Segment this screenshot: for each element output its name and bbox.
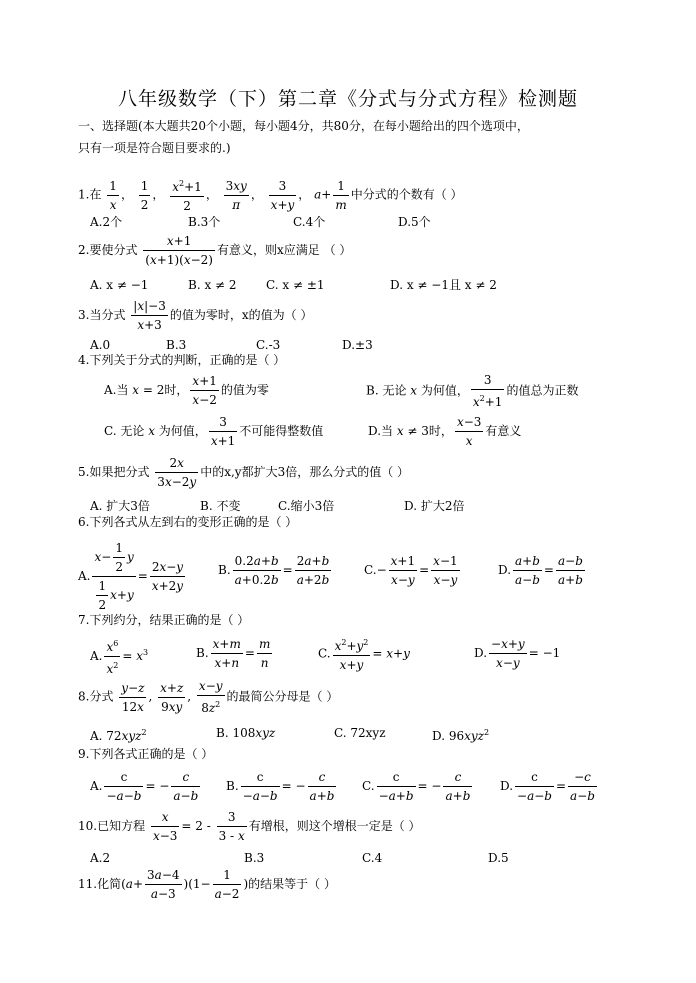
question-10-stem: 10.已知方程 $\frac{x}{x-3}$ = 2 - $\frac{3}{3 - x}$ 有增根，则这个增根一定是（ ） (78, 810, 421, 843)
question-3-option-d[interactable]: D.±3 (342, 338, 373, 352)
question-9-option-c[interactable]: C. $\frac{c}{-a+b}$ = − $\frac{c}{a+b}$ (362, 770, 471, 803)
question-9-option-d[interactable]: D. $\frac{c}{-a-b}$ = $\frac{-c}{a-b}$ (500, 770, 595, 803)
question-1-option-c[interactable]: C.4个 (293, 215, 326, 229)
question-10-option-c[interactable]: C.4 (362, 851, 383, 865)
question-5-stem: 5.如果把分式 $\frac{2x}{3x-2y}$ 中的x,y都扩大3倍，那么分式的值（ ） (78, 456, 410, 489)
question-7-option-a[interactable]: A. $\frac{x^6}{x^2}$ = $x^3$ (90, 635, 148, 677)
question-2-stem: 2.要使分式 $\frac{x+1}{(x+1)(x-2)}$ 有意义，则x应满足 （ ） (78, 234, 352, 267)
question-10-option-d[interactable]: D.5 (488, 851, 509, 865)
q1-expr-6: $\frac{1}{m}$ (335, 178, 347, 212)
question-4-option-d[interactable]: D.当 x ≠ 3时， $\frac{x-3}{x}$ 有意义 (368, 415, 522, 448)
question-8-option-b[interactable]: B. 108xyz (216, 726, 276, 740)
q1-expr-1: $\frac{1}{x}$ (109, 178, 117, 212)
question-2-option-b[interactable]: B. x ≠ 2 (188, 278, 237, 292)
q1-expr-5: $\frac{3}{x+y}$ (270, 178, 295, 212)
question-3-stem: 3.当分式 $\frac{|x|-3}{x+3}$ 的值为零时，x的值为（ ） (78, 299, 313, 332)
question-3-option-c[interactable]: C.-3 (256, 338, 281, 352)
question-7-stem: 7.下列约分，结果正确的是（ ） (78, 613, 250, 627)
q8-expr-2: $\frac{x+z}{9xy}$ (160, 680, 184, 714)
question-10-option-b[interactable]: B.3 (244, 851, 265, 865)
q8-expr-1: $\frac{y-z}{12x}$ (121, 680, 145, 714)
question-1-option-a[interactable]: A.2个 (90, 215, 123, 229)
q8-expr-3: $\frac{x-y}{8z^2}$ (198, 679, 223, 715)
question-2-option-c[interactable]: C. x ≠ ±1 (266, 278, 325, 292)
question-5-option-c[interactable]: C.缩小3倍 (278, 499, 335, 513)
question-8-stem: 8.分式 $\frac{y-z}{12x}$ , $\frac{x+z}{9xy}$ , $\frac{x-y}{8z^2}$ 的最简公分母是（ ） (78, 679, 339, 715)
question-3-option-b[interactable]: B.3 (166, 338, 187, 352)
q10-expr-lhs: $\frac{x}{x-3}$ (152, 810, 178, 843)
q11-expr-1: $\frac{3a-4}{a-3}$ (147, 868, 180, 901)
question-11-stem: 11.化简(a+ $\frac{3a-4}{a-3}$ )(1− $\frac{1}{a-2}$ )的结果等于（ ） (78, 868, 336, 901)
q1-expr-4: $\frac{3xy}{\pi}$ (225, 178, 247, 212)
q10-expr-rhs: $\frac{3}{3 - x}$ (218, 810, 245, 843)
question-2-option-d[interactable]: D. x ≠ −1且 x ≠ 2 (390, 278, 497, 292)
q2-expr: $\frac{x+1}{(x+1)(x-2)}$ (145, 234, 213, 267)
q3-expr: $\frac{|x|-3}{x+3}$ (133, 299, 166, 332)
question-3-option-a[interactable]: A.0 (90, 338, 111, 352)
question-1-stem: 1.在 $\frac{1}{x}$ ， $\frac{1}{2}$ ， $\frac{x^2+1}{2}$ ， $\frac{3xy}{\pi}$ ， $\frac{3}{x+y}$ ， a+ $\frac{1}{m}$ 中分式的个数有（ ） (78, 176, 463, 214)
question-9-stem: 9.下列各式正确的是（ ） (78, 747, 214, 761)
section-intro-line1: 一、选择题(本大题共20个小题，每小题4分，共80分，在每小题给出的四个选项中， (78, 119, 529, 133)
question-5-option-a[interactable]: A. 扩大3倍 (90, 499, 150, 513)
question-1-option-b[interactable]: B.3个 (188, 215, 221, 229)
question-2-option-a[interactable]: A. x ≠ −1 (90, 278, 149, 292)
question-4-stem: 4.下列关于分式的判断，正确的是（ ） (78, 353, 286, 367)
q1-expr-3: $\frac{x^2+1}{2}$ (170, 176, 204, 214)
question-5-option-d[interactable]: D. 扩大2倍 (404, 499, 465, 513)
question-8-option-d[interactable]: D. 96xyz$^2$ (432, 728, 490, 743)
question-8-option-a[interactable]: A. 72xyz$^2$ (90, 728, 147, 743)
question-10-option-a[interactable]: A.2 (90, 851, 111, 865)
question-7-option-b[interactable]: B. $\frac{x+m}{x+n}$ = $\frac{m}{n}$ (196, 637, 271, 670)
question-8-option-c[interactable]: C. 72xyz (334, 726, 386, 740)
page-title: 八年级数学（下）第二章《分式与分式方程》检测题 (117, 88, 578, 110)
question-6-stem: 6.下列各式从左到右的变形正确的是（ ） (78, 515, 298, 529)
question-4-option-a[interactable]: A.当 x = 2时， $\frac{x+1}{x-2}$ 的值为零 (104, 374, 269, 407)
question-6-option-c[interactable]: C.− $\frac{x+1}{x-y}$ = $\frac{x-1}{x-y}$ (364, 554, 458, 587)
question-6-option-a[interactable]: A. x− $\frac{1}{2}$ y $\frac{1}{2}$ x+y = $\frac{2x-y}{x+2y}$ (78, 541, 184, 612)
question-1-option-d[interactable]: D.5个 (398, 215, 431, 229)
section-intro-line2: 只有一项是符合题目要求的.) (78, 141, 231, 155)
q11-expr-2: $\frac{1}{a-2}$ (214, 868, 240, 901)
question-7-option-d[interactable]: D. $\frac{-x+y}{x-y}$ = −1 (474, 637, 561, 670)
question-5-option-b[interactable]: B. 不变 (200, 499, 241, 513)
question-7-option-c[interactable]: C. $\frac{x^2+y^2}{x+y}$ = x+y (318, 635, 410, 673)
question-9-option-a[interactable]: A. $\frac{c}{-a-b}$ = − $\frac{c}{a-b}$ (90, 770, 199, 803)
q1-expr-2: $\frac{1}{2}$ (140, 178, 149, 212)
question-6-option-b[interactable]: B. $\frac{0.2a+b}{a+0.2b}$ = $\frac{2a+b}{a+2b}$ (218, 554, 330, 587)
question-9-option-b[interactable]: B. $\frac{c}{-a-b}$ = − $\frac{c}{a+b}$ (226, 770, 335, 803)
question-4-option-c[interactable]: C. 无论 x 为何值， $\frac{3}{x+1}$ 不可能得整数值 (104, 415, 324, 448)
question-6-option-d[interactable]: D. $\frac{a+b}{a-b}$ = $\frac{a-b}{a+b}$ (498, 554, 583, 587)
q5-expr: $\frac{2x}{3x-2y}$ (157, 456, 197, 489)
question-4-option-b[interactable]: B. 无论 x 为何值， $\frac{3}{x^2+1}$ 的值总为正数 (366, 373, 579, 409)
